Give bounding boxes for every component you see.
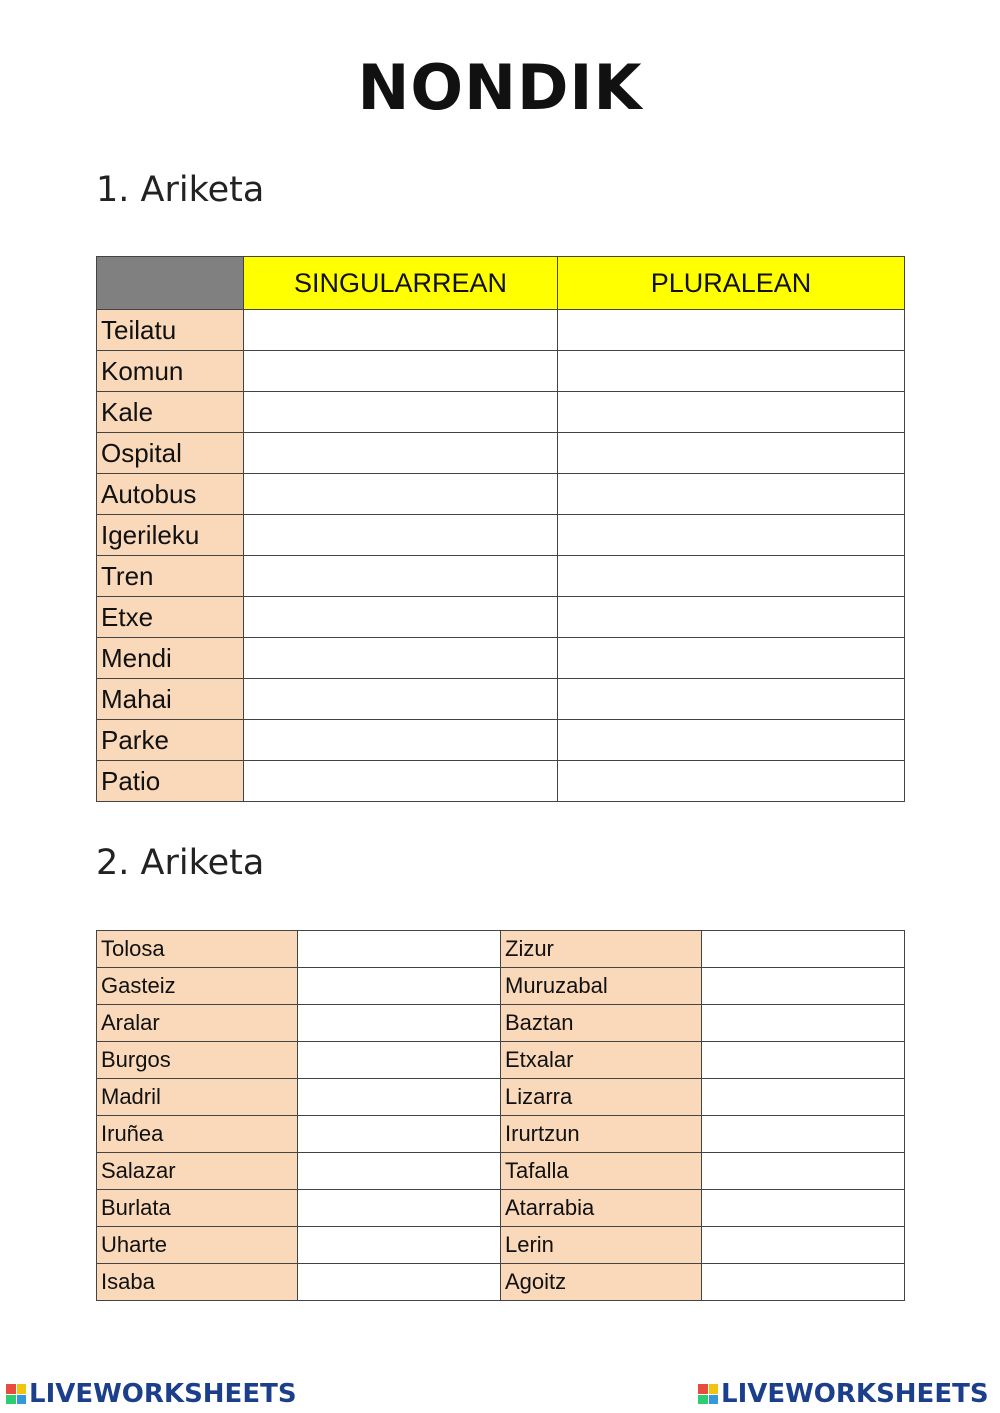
singular-answer-cell[interactable] [244, 597, 558, 638]
place-name-cell: Atarrabia [501, 1190, 702, 1227]
table-row [97, 1042, 905, 1079]
word-cell: Kale [97, 392, 244, 433]
place-name-cell: Tafalla [501, 1153, 702, 1190]
logo-icon [6, 1384, 26, 1404]
exercise-2-table [96, 930, 905, 1301]
place-name-cell: Iruñea [97, 1116, 298, 1153]
singular-answer-cell[interactable] [244, 433, 558, 474]
page-title: NONDIK [357, 51, 643, 124]
exercise-1-table [96, 256, 905, 802]
singular-answer-cell[interactable] [244, 720, 558, 761]
table-header-row [97, 257, 905, 310]
table-row [97, 720, 905, 761]
word-cell: Mahai [97, 679, 244, 720]
table-row [97, 1190, 905, 1227]
answer-cell[interactable] [298, 1153, 501, 1190]
table-row [97, 351, 905, 392]
place-name-cell: Zizur [501, 931, 702, 968]
plural-answer-cell[interactable] [558, 392, 905, 433]
table-row [97, 1116, 905, 1153]
place-name-cell: Burgos [97, 1042, 298, 1079]
answer-cell[interactable] [702, 1042, 905, 1079]
plural-answer-cell[interactable] [558, 597, 905, 638]
liveworksheets-logo [698, 1378, 989, 1410]
singular-answer-cell[interactable] [244, 351, 558, 392]
answer-cell[interactable] [298, 1079, 501, 1116]
answer-cell[interactable] [702, 1005, 905, 1042]
answer-cell[interactable] [702, 1153, 905, 1190]
logo-square [17, 1395, 27, 1405]
word-cell: Parke [97, 720, 244, 761]
plural-answer-cell[interactable] [558, 351, 905, 392]
place-name-cell: Gasteiz [97, 968, 298, 1005]
word-cell: Autobus [97, 474, 244, 515]
word-cell: Mendi [97, 638, 244, 679]
answer-cell[interactable] [298, 1227, 501, 1264]
plural-answer-cell[interactable] [558, 720, 905, 761]
place-name-cell: Lizarra [501, 1079, 702, 1116]
answer-cell[interactable] [298, 968, 501, 1005]
plural-answer-cell[interactable] [558, 679, 905, 720]
table-row [97, 1079, 905, 1116]
singular-answer-cell[interactable] [244, 556, 558, 597]
word-cell: Tren [97, 556, 244, 597]
singular-answer-cell[interactable] [244, 474, 558, 515]
plural-answer-cell[interactable] [558, 761, 905, 802]
plural-answer-cell[interactable] [558, 556, 905, 597]
logo-square [6, 1395, 16, 1405]
word-cell: Etxe [97, 597, 244, 638]
answer-cell[interactable] [702, 1227, 905, 1264]
table-row [97, 931, 905, 968]
table-row [97, 1005, 905, 1042]
table-row [97, 1264, 905, 1301]
logo-square [698, 1384, 708, 1394]
plural-answer-cell[interactable] [558, 638, 905, 679]
exercise-2-heading: 2. Ariketa [96, 843, 265, 883]
answer-cell[interactable] [702, 1079, 905, 1116]
liveworksheets-logo [6, 1378, 297, 1410]
singular-answer-cell[interactable] [244, 761, 558, 802]
table-row [97, 638, 905, 679]
place-name-cell: Agoitz [501, 1264, 702, 1301]
logo-square [709, 1384, 719, 1394]
table-row [97, 310, 905, 351]
word-cell: Ospital [97, 433, 244, 474]
answer-cell[interactable] [298, 1005, 501, 1042]
answer-cell[interactable] [298, 1116, 501, 1153]
singular-answer-cell[interactable] [244, 679, 558, 720]
logo-square [17, 1384, 27, 1394]
header-corner-cell [97, 257, 244, 310]
answer-cell[interactable] [702, 1190, 905, 1227]
table-row [97, 761, 905, 802]
answer-cell[interactable] [702, 1116, 905, 1153]
place-name-cell: Baztan [501, 1005, 702, 1042]
word-cell: Patio [97, 761, 244, 802]
table-row [97, 515, 905, 556]
place-name-cell: Aralar [97, 1005, 298, 1042]
plural-answer-cell[interactable] [558, 515, 905, 556]
word-cell: Teilatu [97, 310, 244, 351]
word-cell: Komun [97, 351, 244, 392]
singular-answer-cell[interactable] [244, 392, 558, 433]
place-name-cell: Irurtzun [501, 1116, 702, 1153]
table-row [97, 392, 905, 433]
table-row [97, 474, 905, 515]
singular-answer-cell[interactable] [244, 638, 558, 679]
place-name-cell: Tolosa [97, 931, 298, 968]
plural-answer-cell[interactable] [558, 433, 905, 474]
answer-cell[interactable] [298, 1264, 501, 1301]
logo-square [698, 1395, 708, 1405]
place-name-cell: Etxalar [501, 1042, 702, 1079]
table-row [97, 433, 905, 474]
place-name-cell: Salazar [97, 1153, 298, 1190]
plural-answer-cell[interactable] [558, 474, 905, 515]
plural-answer-cell[interactable] [558, 310, 905, 351]
place-name-cell: Muruzabal [501, 968, 702, 1005]
place-name-cell: Uharte [97, 1227, 298, 1264]
place-name-cell: Lerin [501, 1227, 702, 1264]
logo-text: LIVEWORKSHEETS [721, 1379, 989, 1409]
table-row [97, 597, 905, 638]
table-row [97, 1153, 905, 1190]
table-row [97, 1227, 905, 1264]
place-name-cell: Burlata [97, 1190, 298, 1227]
singular-answer-cell[interactable] [244, 310, 558, 351]
place-name-cell: Isaba [97, 1264, 298, 1301]
answer-cell[interactable] [298, 931, 501, 968]
table-row [97, 679, 905, 720]
table-row [97, 556, 905, 597]
logo-icon [698, 1384, 718, 1404]
answer-cell[interactable] [702, 968, 905, 1005]
logo-square [709, 1395, 719, 1405]
logo-square [6, 1384, 16, 1394]
answer-cell[interactable] [298, 1190, 501, 1227]
place-name-cell: Madril [97, 1079, 298, 1116]
exercise-1-heading: 1. Ariketa [96, 170, 265, 210]
table-row [97, 968, 905, 1005]
answer-cell[interactable] [702, 1264, 905, 1301]
answer-cell[interactable] [702, 931, 905, 968]
header-singular: SINGULARREAN [244, 257, 558, 310]
word-cell: Igerileku [97, 515, 244, 556]
header-plural: PLURALEAN [558, 257, 905, 310]
answer-cell[interactable] [298, 1042, 501, 1079]
singular-answer-cell[interactable] [244, 515, 558, 556]
logo-text: LIVEWORKSHEETS [29, 1379, 297, 1409]
